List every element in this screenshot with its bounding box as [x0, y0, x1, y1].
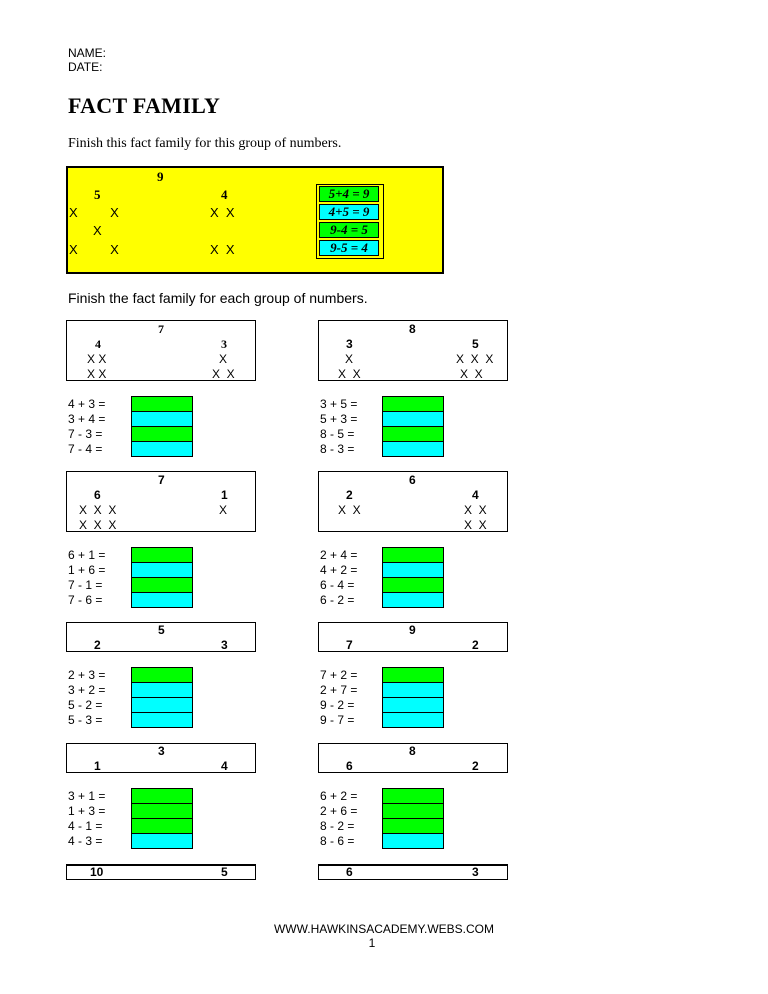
equation-label: 3 + 2 =: [68, 683, 106, 697]
equation-label: 5 + 3 =: [320, 412, 358, 426]
problem-addend-b: 3: [472, 865, 479, 879]
x-marks: X X: [460, 367, 483, 381]
example-x-row1-a: X X: [69, 205, 119, 220]
equation-label: 6 + 1 =: [68, 548, 106, 562]
equation-label: 2 + 7 =: [320, 683, 358, 697]
answer-box[interactable]: [131, 833, 193, 849]
problem-addend-b: 5: [472, 337, 479, 351]
equation-label: 7 - 1 =: [68, 578, 103, 592]
equation-label: 4 - 1 =: [68, 819, 103, 833]
answer-box[interactable]: [382, 577, 444, 593]
example-equation: 4+5 = 9: [319, 204, 379, 220]
equation-label: 2 + 3 =: [68, 668, 106, 682]
equation-label: 6 + 2 =: [320, 789, 358, 803]
problem-total: 5: [158, 623, 165, 637]
date-label: DATE:: [68, 60, 103, 74]
answer-box[interactable]: [382, 547, 444, 563]
example-instruction: Finish this fact family for this group of numbers.: [68, 136, 342, 151]
x-marks: X X: [338, 503, 361, 517]
name-label: NAME:: [68, 46, 107, 60]
x-marks: X: [219, 503, 228, 517]
problem-total: 9: [409, 623, 416, 637]
equation-label: 8 - 2 =: [320, 819, 355, 833]
equation-label: 8 - 6 =: [320, 834, 355, 848]
answer-box[interactable]: [382, 682, 444, 698]
equation-label: 7 - 4 =: [68, 442, 103, 456]
x-marks: X X: [212, 367, 235, 381]
answer-box[interactable]: [382, 562, 444, 578]
x-marks: X X: [87, 367, 107, 381]
problem-addend-a: 4: [95, 337, 101, 351]
answer-box[interactable]: [131, 577, 193, 593]
answer-box[interactable]: [131, 682, 193, 698]
answer-box[interactable]: [131, 562, 193, 578]
x-marks: X X: [87, 352, 107, 366]
problem-addend-a: 6: [346, 759, 353, 773]
problem-addend-a: 2: [346, 488, 353, 502]
example-x-row3-a: X X: [69, 242, 119, 257]
answer-box[interactable]: [382, 396, 444, 412]
example-equation: 9-4 = 5: [319, 222, 379, 238]
example-equation: 9-5 = 4: [319, 240, 379, 256]
problem-addend-b: 2: [472, 638, 479, 652]
example-total: 9: [157, 169, 164, 184]
answer-box[interactable]: [382, 441, 444, 457]
problem-total: 8: [409, 322, 416, 336]
problem-addend-b: 4: [221, 759, 228, 773]
problem-addend-a: 1: [94, 759, 101, 773]
problem-addend-a: 2: [94, 638, 101, 652]
equation-label: 9 - 7 =: [320, 713, 355, 727]
x-marks: X X: [464, 503, 487, 517]
problem-addend-b: 2: [472, 759, 479, 773]
problem-addend-b: 5: [221, 865, 228, 879]
answer-box[interactable]: [382, 712, 444, 728]
example-x-row3-b: X X: [210, 242, 235, 257]
x-marks: X X X: [79, 518, 117, 532]
answer-box[interactable]: [382, 803, 444, 819]
problem-addend-a: 3: [346, 337, 353, 351]
problem-addend-b: 4: [472, 488, 479, 502]
equation-label: 8 - 5 =: [320, 427, 355, 441]
answer-box[interactable]: [131, 396, 193, 412]
equation-label: 9 - 2 =: [320, 698, 355, 712]
answer-box[interactable]: [131, 712, 193, 728]
problem-total: 3: [158, 744, 165, 758]
answer-box[interactable]: [131, 411, 193, 427]
problem-addend-a: 6: [346, 865, 353, 879]
answer-box[interactable]: [382, 833, 444, 849]
example-addend-b: 4: [221, 187, 228, 202]
example-x-row2-a: X: [93, 223, 102, 238]
problem-addend-a: 6: [94, 488, 101, 502]
x-marks: X: [345, 352, 354, 366]
problem-total: 6: [409, 473, 416, 487]
answer-box[interactable]: [382, 788, 444, 804]
answer-box[interactable]: [382, 818, 444, 834]
equation-label: 7 - 3 =: [68, 427, 103, 441]
page-number: 1: [368, 936, 376, 950]
example-box: [66, 166, 444, 274]
x-marks: X X X: [79, 503, 117, 517]
equation-label: 7 - 6 =: [68, 593, 103, 607]
equation-label: 4 - 3 =: [68, 834, 103, 848]
problem-addend-b: 3: [221, 337, 227, 351]
x-marks: X X X: [456, 352, 494, 366]
answer-box[interactable]: [382, 667, 444, 683]
equation-label: 6 - 4 =: [320, 578, 355, 592]
answer-box[interactable]: [131, 697, 193, 713]
problem-total: 7: [158, 473, 165, 487]
problem-addend-a: 7: [346, 638, 353, 652]
answer-box[interactable]: [131, 818, 193, 834]
answer-box[interactable]: [382, 426, 444, 442]
equation-label: 5 - 2 =: [68, 698, 103, 712]
answer-box[interactable]: [382, 697, 444, 713]
problem-addend-b: 3: [221, 638, 228, 652]
equation-label: 7 + 2 =: [320, 668, 358, 682]
x-marks: X: [219, 352, 228, 366]
equation-label: 6 - 2 =: [320, 593, 355, 607]
answer-box[interactable]: [131, 592, 193, 608]
x-marks: X X: [338, 367, 361, 381]
problem-addend-a: 10: [90, 865, 104, 879]
equation-label: 2 + 4 =: [320, 548, 358, 562]
answer-box[interactable]: [382, 411, 444, 427]
equation-label: 2 + 6 =: [320, 804, 358, 818]
problem-addend-b: 1: [221, 488, 228, 502]
footer-url: WWW.HAWKINSACADEMY.WEBS.COM: [273, 922, 494, 936]
groups-instruction: Finish the fact family for each group of numbers.: [68, 290, 368, 306]
answer-box[interactable]: [131, 547, 193, 563]
answer-box[interactable]: [131, 441, 193, 457]
page-title: FACT FAMILY: [68, 93, 221, 118]
equation-label: 4 + 3 =: [68, 397, 106, 411]
equation-label: 5 - 3 =: [68, 713, 103, 727]
equation-label: 3 + 1 =: [68, 789, 106, 803]
answer-box[interactable]: [131, 803, 193, 819]
example-x-row1-b: X X: [210, 205, 235, 220]
equation-label: 3 + 5 =: [320, 397, 358, 411]
answer-box[interactable]: [382, 592, 444, 608]
problem-total: 8: [409, 744, 416, 758]
equation-label: 8 - 3 =: [320, 442, 355, 456]
answer-box[interactable]: [131, 667, 193, 683]
x-marks: X X: [464, 518, 487, 532]
equation-label: 3 + 4 =: [68, 412, 106, 426]
example-equation: 5+4 = 9: [319, 186, 379, 202]
equation-label: 1 + 3 =: [68, 804, 106, 818]
answer-box[interactable]: [131, 788, 193, 804]
equation-label: 1 + 6 =: [68, 563, 106, 577]
answer-box[interactable]: [131, 426, 193, 442]
problem-total: 7: [158, 322, 164, 336]
equation-label: 4 + 2 =: [320, 563, 358, 577]
example-addend-a: 5: [94, 187, 101, 202]
